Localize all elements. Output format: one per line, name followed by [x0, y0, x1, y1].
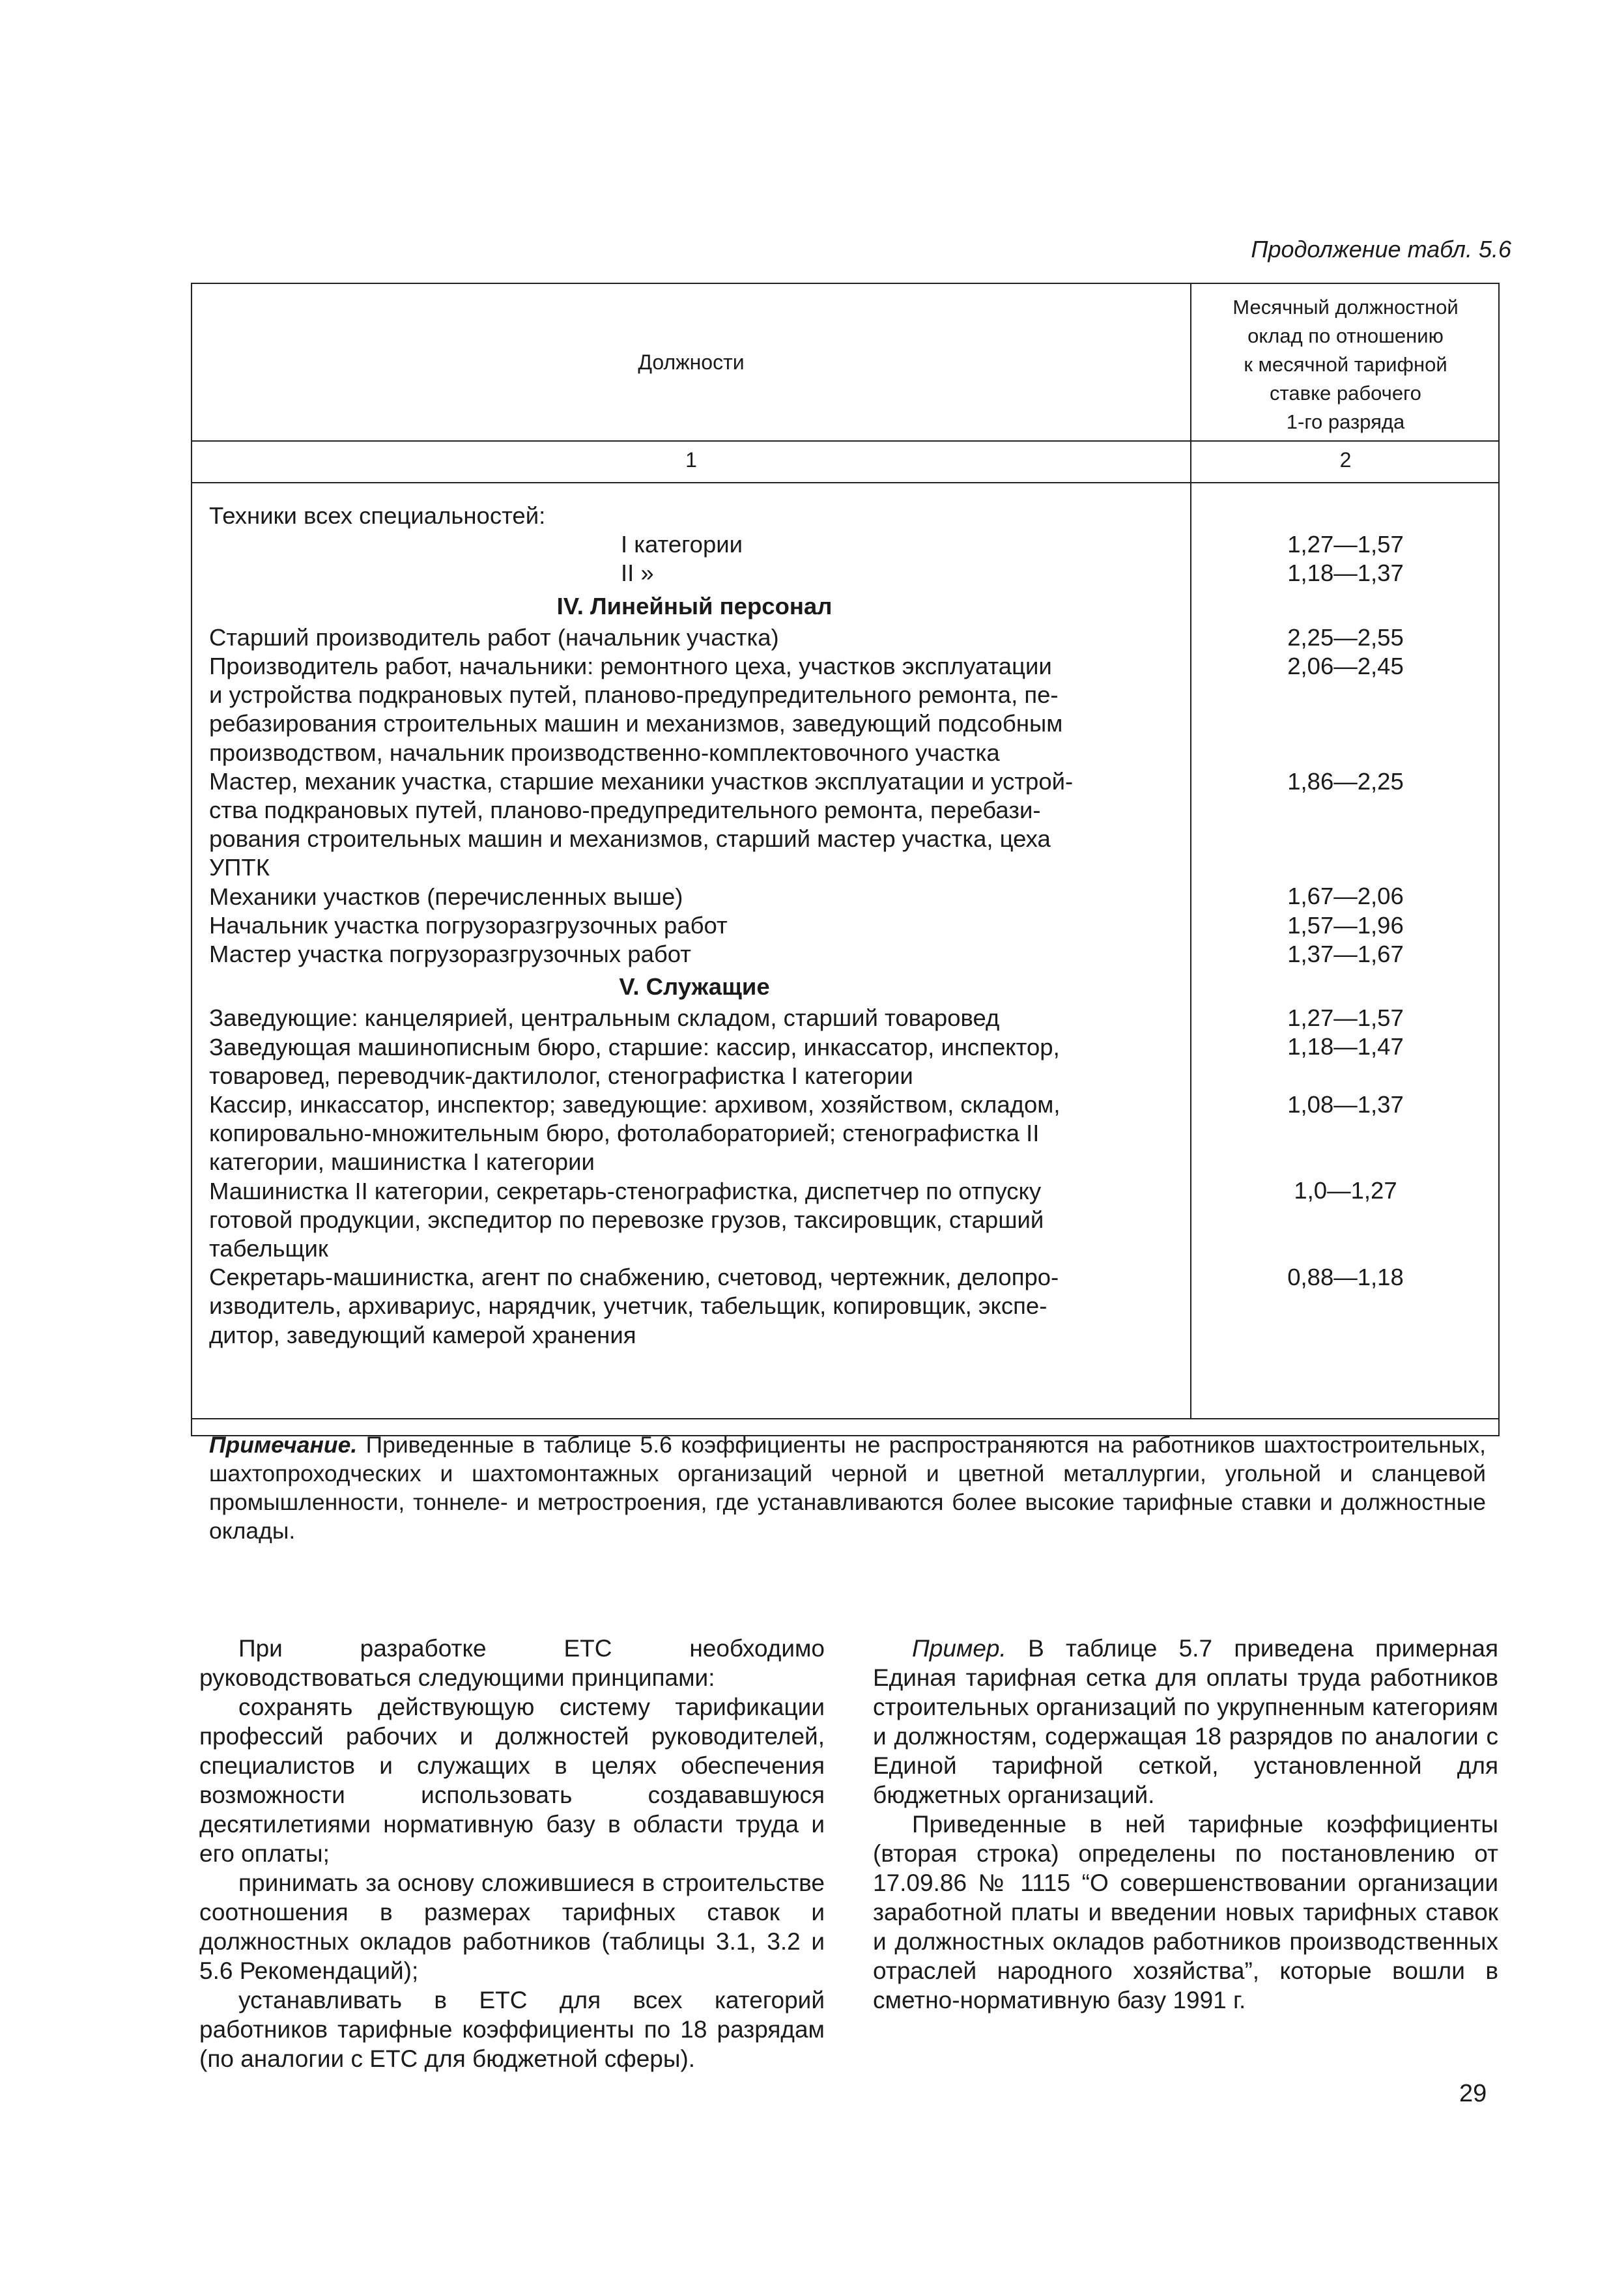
rate-value: 1,27—1,57	[1287, 1004, 1404, 1032]
rate-value: 1,37—1,67	[1287, 940, 1404, 967]
position-line: категории, машинистка I категории	[209, 1148, 595, 1176]
example-label: Пример.	[912, 1635, 1006, 1662]
position-line: копировально-множительным бюро, фотолабораторией; стенографистка II	[209, 1120, 1040, 1147]
column-number-2: 2	[1339, 448, 1352, 472]
rate-value	[1191, 1320, 1500, 1349]
position-line: готовой продукции, экспедитор по перевозке грузов, таксировщик, старший	[209, 1206, 1044, 1233]
table-5-6	[191, 283, 1500, 1544]
rate-value: 2,25—2,55	[1287, 623, 1404, 651]
coefficients-paragraph: Приведенные в ней тарифные коэффициенты (вторая строка) определены по постановлению от 17.09.86 № 1115 “О совершенствовании организации заработной платы и введении новых тарифных ставок и должностных окладов работников производственных отраслей народного хозяйства”, которые вошли в сметно-нормативную базу 1991 г.	[873, 1811, 1498, 2013]
position-line: рования строительных машин и механизмов, старший мастер участка, цеха	[209, 825, 1051, 853]
left-paragraph: принимать за основу сложившиеся в строительстве соотношения в размерах тарифных ставок и должностных окладов работников (таблицы 3.1, 3.2 и 5.6 Рекомендаций);	[199, 1870, 825, 1984]
rate-value	[1191, 502, 1500, 530]
rate-value: 1,57—1,96	[1287, 911, 1404, 939]
position-line: I категории	[621, 531, 743, 558]
table-caption: Продолжение табл. 5.6	[1251, 236, 1511, 263]
position-line: дитор, заведующий камерой хранения	[209, 1321, 636, 1348]
position-line: Мастер, механик участка, старшие механики участков эксплуатации и устрой-	[209, 767, 1074, 795]
position-line: Техники всех специальностей:	[209, 502, 546, 529]
header-rate-line: к месячной тарифной	[1244, 353, 1447, 376]
rate-value	[1191, 592, 1500, 621]
position-line: Кассир, инкассатор, инспектор; заведующие: архивом, хозяйством, складом,	[209, 1091, 1061, 1118]
rate-value: 1,67—2,06	[1287, 883, 1404, 910]
rates-column	[1191, 502, 1500, 1349]
note-label: Примечание.	[209, 1432, 358, 1458]
header-rate-line: ставке рабочего	[1270, 382, 1421, 405]
rate-value	[1191, 1119, 1500, 1148]
header-rate-line: 1-го разряда	[1286, 410, 1405, 433]
rate-value	[1191, 1206, 1500, 1234]
positions-column	[209, 502, 1180, 1350]
position-line: II »	[621, 560, 654, 587]
position-line: Секретарь-машинистка, агент по снабжению, счетовод, чертежник, делопро-	[209, 1264, 1059, 1291]
rate-value	[1191, 1148, 1500, 1176]
rate-value: 1,86—2,25	[1287, 767, 1404, 795]
rate-value	[1191, 973, 1500, 1001]
rate-value: 1,27—1,57	[1287, 531, 1404, 558]
example-paragraph	[873, 1634, 1498, 1810]
header-divider	[192, 440, 1498, 442]
right-text-column	[873, 1634, 1498, 2015]
page-number: 29	[1459, 2080, 1487, 2107]
rate-value	[1191, 1292, 1500, 1320]
example-text: В таблице 5.7 приведена примерная Единая тарифная сетка для оплаты труда работников строительных организаций по укрупненным категориям и должностям, содержащая 18 разрядов по аналогии с Единой тарифной сеткой, установленной для бюджетных организаций.	[873, 1635, 1498, 1808]
position-line: УПТК	[209, 854, 270, 881]
table-note	[209, 1430, 1486, 1545]
rate-value: 0,88—1,18	[1287, 1263, 1404, 1290]
numbers-divider	[192, 482, 1498, 483]
position-line: Старший производитель работ (начальник участка)	[209, 623, 779, 651]
rate-value	[1191, 825, 1500, 853]
rate-value: 1,18—1,47	[1287, 1033, 1404, 1060]
header-rate-line: оклад по отношению	[1247, 324, 1444, 347]
header-rate	[1191, 293, 1500, 436]
rate-value: 2,06—2,45	[1287, 652, 1404, 679]
position-line: Мастер участка погрузоразгрузочных работ	[209, 941, 692, 968]
note-text: Приведенные в таблице 5.6 коэффициенты не распространяются на работников шахтостроительных, шахтопроходческих и шахтомонтажных организаций черной и цветной металлургии, угольной и сланцевой промышленности, тоннеле- и метростроения, где устанавливаются более высокие тарифные ставки и должностные оклады.	[209, 1432, 1486, 1544]
position-line: производством, начальник производственно-комплектовочного участка	[209, 739, 1000, 766]
rate-value: 1,08—1,37	[1287, 1090, 1404, 1118]
note-divider	[192, 1418, 1498, 1419]
left-paragraph: При разработке ЕТС необходимо руководствоваться следующими принципами:	[199, 1635, 825, 1691]
rate-value	[1191, 1062, 1500, 1090]
section-heading: V. Служащие	[619, 973, 770, 1001]
position-line: табельщик	[209, 1235, 328, 1262]
position-line: и устройства подкрановых путей, планово-предупредительного ремонта, пе-	[209, 681, 1059, 709]
rate-value	[1191, 796, 1500, 825]
rate-value: 1,18—1,37	[1287, 560, 1404, 587]
position-line: Механики участков (перечисленных выше)	[209, 883, 683, 910]
left-paragraph: сохранять действующую систему тарификации профессий рабочих и должностей руководителей, специалистов и служащих в целях обеспечения возможности использовать создававшуюся десятилетиями нормативную базу в области труда и его оплаты;	[199, 1694, 825, 1867]
rate-value: 1,0—1,27	[1294, 1177, 1397, 1204]
header-positions: Должности	[638, 350, 745, 374]
position-line: Заведующая машинописным бюро, старшие: кассир, инкассатор, инспектор,	[209, 1033, 1060, 1060]
rate-value	[1191, 739, 1500, 767]
position-line: Производитель работ, начальники: ремонтного цеха, участков эксплуатации	[209, 653, 1052, 680]
position-line: товаровед, переводчик-дактилолог, стенографистка I категории	[209, 1062, 913, 1089]
rate-value	[1191, 853, 1500, 882]
position-line: ребазирования строительных машин и механизмов, заведующий подсобным	[209, 710, 1063, 737]
position-line: Начальник участка погрузоразгрузочных работ	[209, 911, 728, 939]
position-line: изводитель, архивариус, нарядчик, учетчик, табельщик, копировщик, экспе-	[209, 1292, 1047, 1320]
position-line: Заведующие: канцелярией, центральным складом, старший товаровед	[209, 1004, 1000, 1032]
position-line: ства подкрановых путей, планово-предупредительного ремонта, перебази-	[209, 797, 1041, 824]
section-heading: IV. Линейный персонал	[556, 592, 833, 619]
left-text-column	[199, 1634, 825, 2073]
left-paragraph: устанавливать в ЕТС для всех категорий работников тарифные коэффициенты по 18 разрядам (по аналогии с ЕТС для бюджетной сферы).	[199, 1987, 825, 2072]
rate-value	[1191, 681, 1500, 709]
column-number-1: 1	[685, 448, 697, 472]
header-rate-line: Месячный должностной	[1232, 296, 1459, 319]
position-line: Машинистка II категории, секретарь-стенографистка, диспетчер по отпуску	[209, 1177, 1042, 1204]
rate-value	[1191, 1234, 1500, 1263]
rate-value	[1191, 709, 1500, 738]
